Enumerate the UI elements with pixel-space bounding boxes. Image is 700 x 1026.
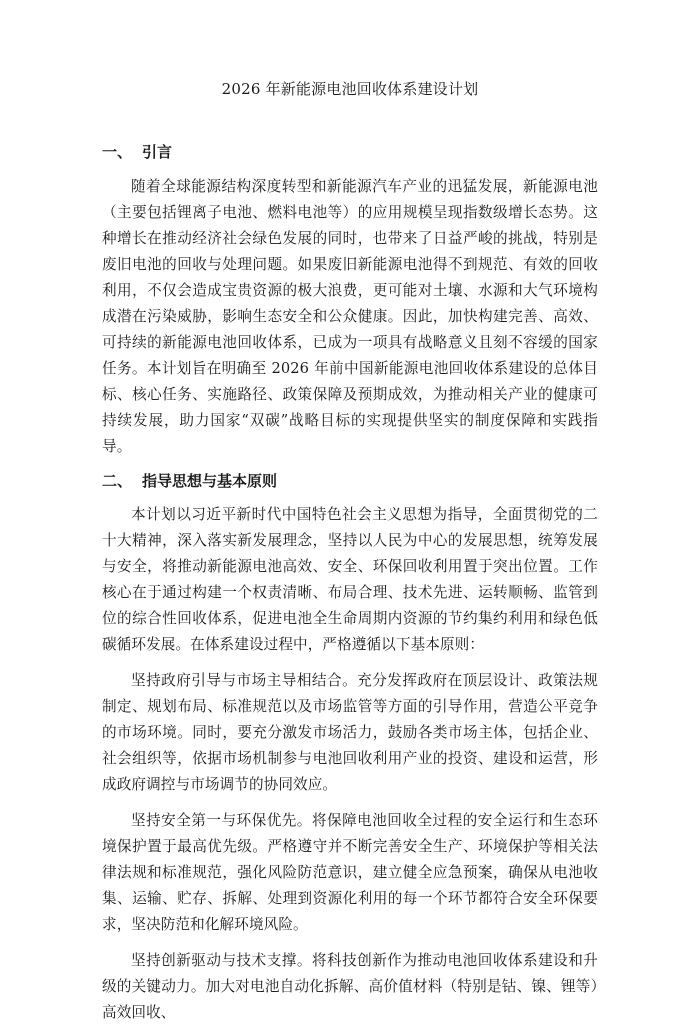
paragraph: 本计划以习近平新时代中国特色社会主义思想为指导，全面贯彻党的二十大精神，深入落实新发展理念，坚持以人民为中心的发展思想，统筹发展与安全，将推动新能源电池高效、安全、环保回收利用置于突出位置。工作核心在于通过构建一个权责清晰、布局合理、技术先进、运转顺畅、监管到位的综合性回收体系，促进电池全生命周期内资源的节约集约利用和绿色低碳循环发展。在体系建设过程中，严格遵循以下基本原则：: [102, 506, 598, 653]
section-number: 二、: [102, 472, 133, 490]
section-heading-introduction: [102, 141, 598, 163]
section-title: 指导思想与基本原则: [142, 472, 278, 490]
document-title: 2026 年新能源电池回收体系建设计划: [221, 80, 479, 98]
section-heading-principles: [102, 470, 598, 492]
paragraph: 坚持安全第一与环保优先。将保障电池回收全过程的安全运行和生态环境保护置于最高优先级。严格遵守并不断完善安全生产、环境保护等相关法律法规和标准规范，强化风险防范意识，建立健全应急预案，确保从电池收集、运输、贮存、拆解、处理到资源化利用的每一个环节都符合安全环保要求，坚决防范和化解环境风险。: [102, 812, 598, 933]
paragraph: 随着全球能源结构深度转型和新能源汽车产业的迅猛发展，新能源电池（主要包括锂离子电池、燃料电池等）的应用规模呈现指数级增长态势。这种增长在推动经济社会绿色发展的同时，也带来了日益严峻的挑战，特别是废旧电池的回收与处理问题。如果废旧新能源电池得不到规范、有效的回收利用，不仅会造成宝贵资源的极大浪费，更可能对土壤、水源和大气环境构成潜在污染威胁，影响生态安全和公众健康。因此，加快构建完善、高效、可持续的新能源电池回收体系，已成为一项具有战略意义且刻不容缓的国家任务。本计划旨在明确至 2026 年前中国新能源电池回收体系建设的总体目标、核心任务、实施路径、政策保障及预期成效，为推动相关产业的健康可持续发展，助力国家“双碳”战略目标的实现提供坚实的制度保障和实践指导。: [102, 178, 598, 455]
section-title: 引言: [142, 143, 173, 161]
section-number: 一、: [102, 143, 133, 161]
paragraph: 坚持创新驱动与技术支撑。将科技创新作为推动电池回收体系建设和升级的关键动力。加大对电池自动化拆解、高价值材料（特别是钴、镍、锂等）高效回收、: [102, 952, 598, 1021]
paragraph: 坚持政府引导与市场主导相结合。充分发挥政府在顶层设计、政策法规制定、规划布局、标准规范以及市场监管等方面的引导作用，营造公平竞争的市场环境。同时，要充分激发市场活力，鼓励各类市场主体，包括企业、社会组织等，依据市场机制参与电池回收利用产业的投资、建设和运营，形成政府调控与市场调节的协同效应。: [102, 672, 598, 793]
